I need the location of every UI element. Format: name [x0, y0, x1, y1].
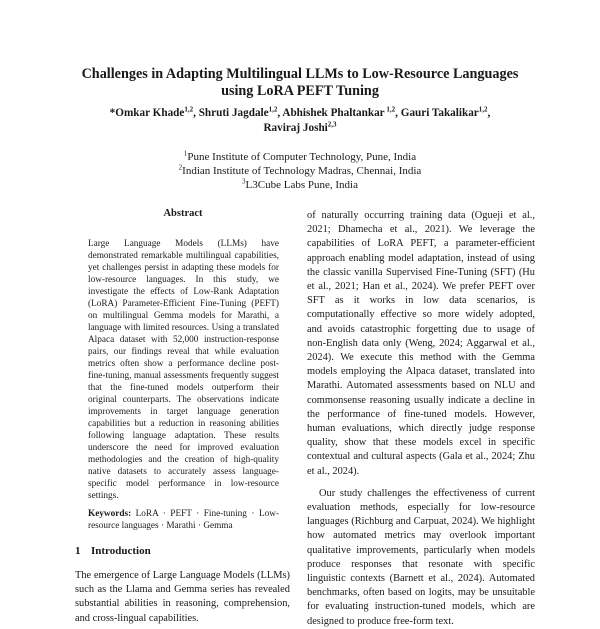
- section-number: 1: [75, 545, 81, 557]
- keywords: [88, 508, 279, 532]
- author-name: Raviraj Joshi: [263, 122, 328, 134]
- abstract-body: Large Language Models (LLMs) have demonstrated remarkable multilingual capabilities, yet challenges persist in adapting these models for low-resource languages. In this study, we investigate the effects of Low-Rank Adaptation (LoRA) Parameter-Efficient Fine-Tuning (PEFT) on multilingual Gemma models for Marathi, a language with limited resources. Using a translated Alpaca dataset with 52,000 instruction-response pairs, our findings reveal that while evaluation metrics often show a performance decline post-fine-tuning, manual assessments frequently suggest that the fine-tuned models outperform their original counterparts. The observations indicate improvements in target language generation capabilities but a reduction in reasoning abilities following language adaptation. These results underscore the need for improved evaluation methodologies and the creation of high-quality native datasets to accurately assess language-specific model performance in low-resource settings.: [88, 239, 279, 501]
- author-affil-sup: 1,2: [478, 105, 488, 114]
- author-affil-sup: 1,2: [184, 105, 194, 114]
- affiliation: $^2$Indian Institute of Technology Madras, Chennai, India: [178, 163, 422, 177]
- paper-title: [60, 66, 540, 100]
- body-paragraph: Our study challenges the effectiveness of current evaluation methods, especially for low-resource languages (Richburg and Carpuat, 2024). We highlight how automated metrics may overlook important qualitative improvements, particularly when models produce responses that resonate with specific linguistic contexts (Barnett et al., 2024). Automated benchmarks, often based on logits, may be unsuitable for evaluating instruction-tuned models, which are designed to produce free-form text.: [307, 487, 535, 627]
- intro-paragraph: The emergence of Large Language Models (LLMs) such as the Llama and Gemma series has revealed substantial abilities in reasoning, comprehension, and cross-lingual capabilities.: [75, 570, 290, 624]
- title-line-2: using LoRA PEFT Tuning: [221, 83, 379, 99]
- affiliations: [60, 150, 540, 192]
- author-affil-sup: 2,3: [327, 120, 337, 129]
- keywords-text: LoRA · PEFT · Fine-tuning · Low-resource languages · Marathi · Gemma: [88, 509, 280, 531]
- author-prefix: *: [109, 107, 116, 119]
- authors-line-2: [60, 121, 540, 136]
- author-affil-sup: 1,2: [384, 105, 396, 114]
- abstract-heading: Abstract: [163, 208, 203, 219]
- affiliation: $^1$Pune Institute of Computer Technology, Pune, India: [183, 149, 417, 163]
- author-affil-sup: 1,2: [268, 105, 278, 114]
- section-title: Introduction: [91, 545, 151, 557]
- author-name: Shruti Jagdale: [198, 107, 269, 119]
- body-paragraph: of naturally occurring training data (Ogueji et al., 2021; Dhamecha et al., 2021). We leverage the capabilities of LoRA PEFT, a parameter-efficient approach enabling model adaptation, instead of using the classic vanilla Supervised Fine-Tuning (SFT) (Hu et al., 2021; Han et al., 2024). We prefer PEFT over SFT as it works in low data scenarios, is computationally effective so more widely adopted, and avoids catastrophic forgetting due to usage of non-English data only (Weng, 2024; Aggarwal et al., 2024). We execute this method with the Gemma models employing the Alpaca dataset, translated into Marathi. Automated assessments based on NLU and commonsense reasoning usually indicate a decline in the performance of fine-tuned models. However, human evaluations, which directly judge response quality, show that these models excel in specific contextual and cultural aspects (Gala et al., 2024; Zhu et al., 2024).: [307, 210, 535, 477]
- right-column: [307, 209, 535, 629]
- section-heading: [75, 545, 290, 557]
- author-name: Omkar Khade: [115, 107, 185, 119]
- affiliation: $^3$L3Cube Labs Pune, India: [242, 177, 358, 191]
- keywords-label: Keywords:: [88, 509, 132, 519]
- author-name: Gauri Takalikar: [400, 107, 479, 119]
- author-list: [60, 106, 540, 136]
- title-line-1: Challenges in Adapting Multilingual LLMs to Low-Resource Languages: [81, 66, 519, 82]
- authors-line-1: *Omkar Khade$^{1,2}$, Shruti Jagdale$^{1,2}$, Abhishek Phaltankar $^{1,2}$, Gauri Takalikar$^{1,2}$,: [109, 105, 491, 119]
- author-name: Abhishek Phaltankar: [282, 107, 385, 119]
